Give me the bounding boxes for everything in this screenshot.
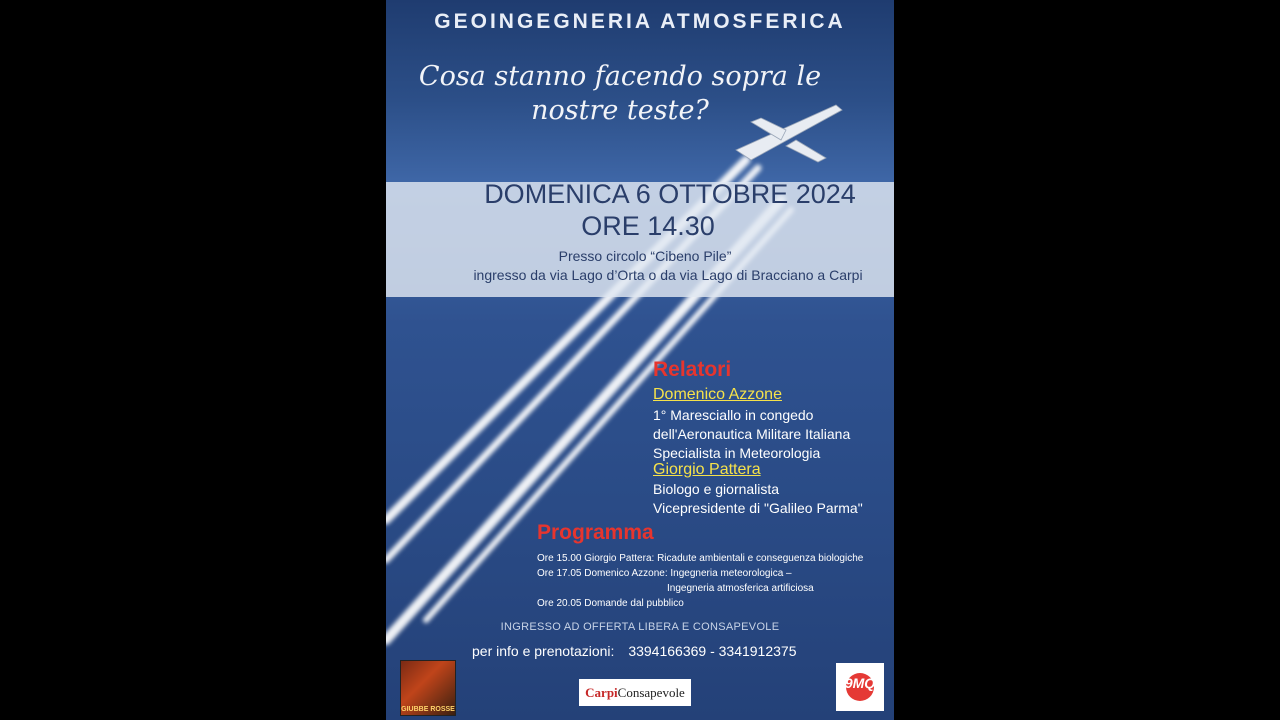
speakers-heading: Relatori [653,358,732,381]
speaker-desc-line: dell'Aeronautica Militare Italiana [653,426,851,442]
program-item: Ore 17.05 Domenico Azzone: Ingegneria meteorologica – [537,568,792,579]
event-venue [386,247,894,285]
venue-access: ingresso da via Lago d’Orta o da via Lago di Bracciano a Carpi [473,267,863,283]
speaker-name-2: Giorgio Pattera [653,461,761,478]
event-time: ORE 14.30 [581,211,715,241]
program-item: Ore 20.05 Domande dal pubblico [537,598,684,609]
speaker-desc-line: 1° Maresciallo in congedo [653,407,814,423]
carpi-consapevole-logo [579,679,691,706]
program-list [537,551,863,611]
9mq-logo [836,663,884,711]
venue-name: Presso circolo “Cibeno Pile” [558,248,732,264]
speaker-desc-line: Specialista in Meteorologia [653,445,821,461]
speaker-desc-line: Biologo e giornalista [653,481,780,497]
program-item: Ingegneria atmosferica artificiosa [667,583,814,594]
giubbe-rosse-logo [400,660,456,716]
event-datetime [386,178,894,242]
event-poster [386,0,894,720]
speaker-desc-line: Vicepresidente di "Galileo Parma" [653,500,863,516]
speaker-desc-2 [653,480,863,518]
9mq-logo-text: 9MQ [844,675,876,691]
poster-subtitle [400,60,840,128]
contact-phones: 3394166369 - 3341912375 [628,643,797,659]
entry-note: INGRESSO AD OFFERTA LIBERA E CONSAPEVOLE [500,621,780,633]
program-heading: Programma [537,521,654,544]
poster-title: GEOINGEGNERIA ATMOSFERICA [434,10,846,33]
speaker-desc-1 [653,406,850,463]
contact-label: per info e prenotazioni: [472,643,615,659]
giubbe-rosse-logo-text: GIUBBE ROSSE [401,706,455,713]
subtitle-line-2: nostre teste? [531,95,709,126]
event-date: DOMENICA 6 OTTOBRE 2024 [484,179,856,209]
subtitle-line-1: Cosa stanno facendo sopra le [418,61,822,92]
speaker-name-1: Domenico Azzone [653,386,782,403]
logo-mid-a: Carpi [585,685,618,700]
contact-info [472,643,797,659]
logo-mid-b: Consapevole [617,685,685,700]
program-item: Ore 15.00 Giorgio Pattera: Ricadute ambientali e conseguenza biologiche [537,553,864,564]
